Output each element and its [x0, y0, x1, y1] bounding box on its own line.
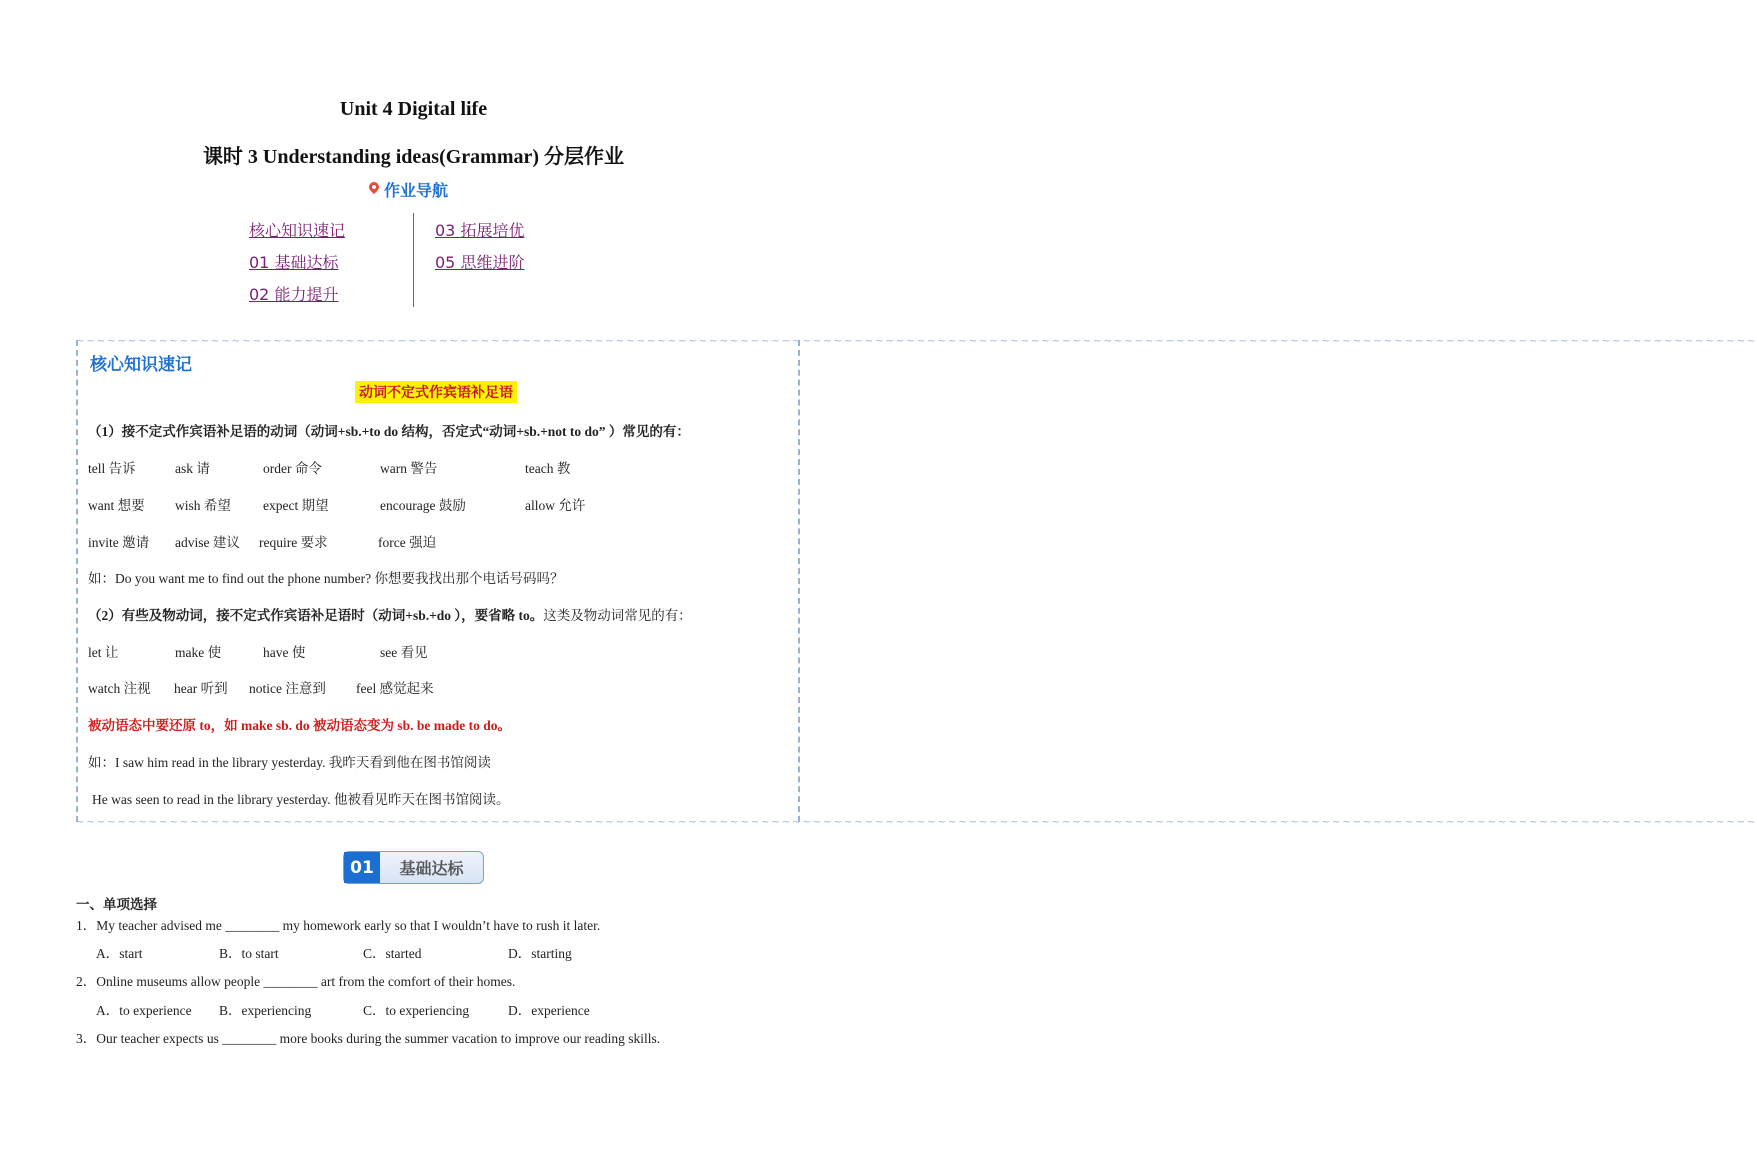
verb-ask: ask 请 [175, 461, 210, 476]
nav-link-03[interactable]: 03 拓展培优 [435, 221, 525, 240]
document-subtitle: 课时 3 Understanding ideas(Grammar) 分层作业 [202, 146, 625, 168]
verb-invite: invite 邀请 [88, 535, 150, 550]
q1-option-c[interactable]: C．started [363, 946, 422, 961]
q1-option-a[interactable]: A．start [96, 946, 143, 961]
q2-option-b[interactable]: B．experiencing [219, 1003, 312, 1018]
nav-link-02[interactable]: 02 能力提升 [249, 285, 339, 304]
question-1: 1．My teacher advised me ________ my homework early so that I wouldn’t have to rush it later. [76, 918, 601, 933]
grammar-topic-badge: 动词不定式作宾语补足语 [355, 381, 517, 403]
section-badge [343, 851, 484, 884]
nav-heading-label: 作业导航 [384, 180, 449, 200]
verb-wish: wish 希望 [175, 498, 231, 513]
rule-2-tail: 这类及物动词常见的有： [543, 608, 692, 623]
verb-force: force 强迫 [378, 535, 437, 550]
verb-let: let 让 [88, 645, 119, 660]
verb-allow: allow 允许 [525, 498, 586, 513]
verb-order: order 命令 [263, 461, 322, 476]
verb-notice: notice 注意到 [249, 681, 326, 696]
nav-heading [368, 178, 448, 200]
verb-have: have 使 [263, 645, 306, 660]
example-2: 如：I saw him read in the library yesterday. 我昨天看到他在图书馆阅读 [88, 755, 491, 770]
rule-1: （1）接不定式作宾语补足语的动词（动词+sb.+to do 结构，否定式“动词+sb.+not to do” ）常见的有： [88, 424, 690, 439]
verb-tell: tell 告诉 [88, 461, 136, 476]
q2-option-c[interactable]: C．to experiencing [363, 1003, 470, 1018]
knowledge-title: 核心知识速记 [90, 355, 192, 375]
nav-divider [413, 213, 414, 307]
knowledge-box-bottom-border: ~~~~~~~~~~~~~~~~~~~~~~~~~~~~~~~~~~~~~~~~~~~~~~~~~~~~~~~~~~~~~~~~~~~~~~~~~~~~~~~~~~~~~~~~~~~~~~~~~~~~~~~~~~~~~~~~~~~~~~~~~~~~~~~~~~~~~~~~~~~~~~~~~~~~~~~~~~~~~~~~~~ [76, 817, 1757, 828]
verb-watch: watch 注视 [88, 681, 151, 696]
verb-want: want 想要 [88, 498, 145, 513]
location-pin-icon [368, 181, 380, 197]
verb-see: see 看见 [380, 645, 428, 660]
q1-option-d[interactable]: D．starting [508, 946, 572, 961]
verb-feel: feel 感觉起来 [356, 681, 434, 696]
verb-advise: advise 建议 [175, 535, 240, 550]
part-heading: 一、单项选择 [76, 897, 157, 912]
nav-link-core-knowledge[interactable]: 核心知识速记 [249, 221, 346, 240]
nav-link-05[interactable]: 05 思维进阶 [435, 253, 525, 272]
nav-link-01[interactable]: 01 基础达标 [249, 253, 339, 272]
document-title: Unit 4 Digital life [339, 98, 488, 120]
passive-note: 被动语态中要还原 to，如 make sb. do 被动语态变为 sb. be made to do。 [88, 718, 512, 733]
verb-expect: expect 期望 [263, 498, 329, 513]
example-3: He was seen to read in the library yesterday. 他被看见昨天在图书馆阅读。 [92, 792, 510, 807]
verb-hear: hear 听到 [174, 681, 228, 696]
verb-teach: teach 教 [525, 461, 571, 476]
question-3: 3．Our teacher expects us ________ more books during the summer vacation to improve our reading skills. [76, 1031, 661, 1046]
verb-warn: warn 警告 [380, 461, 438, 476]
rule-2-main: （2）有些及物动词，接不定式作宾语补足语时（动词+sb.+do ），要省略 to。 [88, 608, 544, 623]
q1-option-b[interactable]: B．to start [219, 946, 279, 961]
section-label: 基础达标 [399, 859, 464, 878]
q2-option-a[interactable]: A．to experience [96, 1003, 192, 1018]
rule-2 [88, 604, 692, 624]
q2-option-d[interactable]: D．experience [508, 1003, 590, 1018]
verb-make: make 使 [175, 645, 222, 660]
verb-encourage: encourage 鼓励 [380, 498, 466, 513]
question-2: 2．Online museums allow people ________ art from the comfort of their homes. [76, 974, 516, 989]
verb-require: require 要求 [259, 535, 328, 550]
section-number: 01 [344, 852, 380, 883]
knowledge-box-top-border: ~~~~~~~~~~~~~~~~~~~~~~~~~~~~~~~~~~~~~~~~~~~~~~~~~~~~~~~~~~~~~~~~~~~~~~~~~~~~~~~~~~~~~~~~~~~~~~~~~~~~~~~~~~~~~~~~~~~~~~~~~~~~~~~~~~~~~~~~~~~~~~~~~~~~~~~~~~~~~~~~~~ [76, 336, 1757, 347]
example-1: 如：Do you want me to find out the phone number? 你想要我找出那个电话号码吗？ [88, 571, 564, 586]
